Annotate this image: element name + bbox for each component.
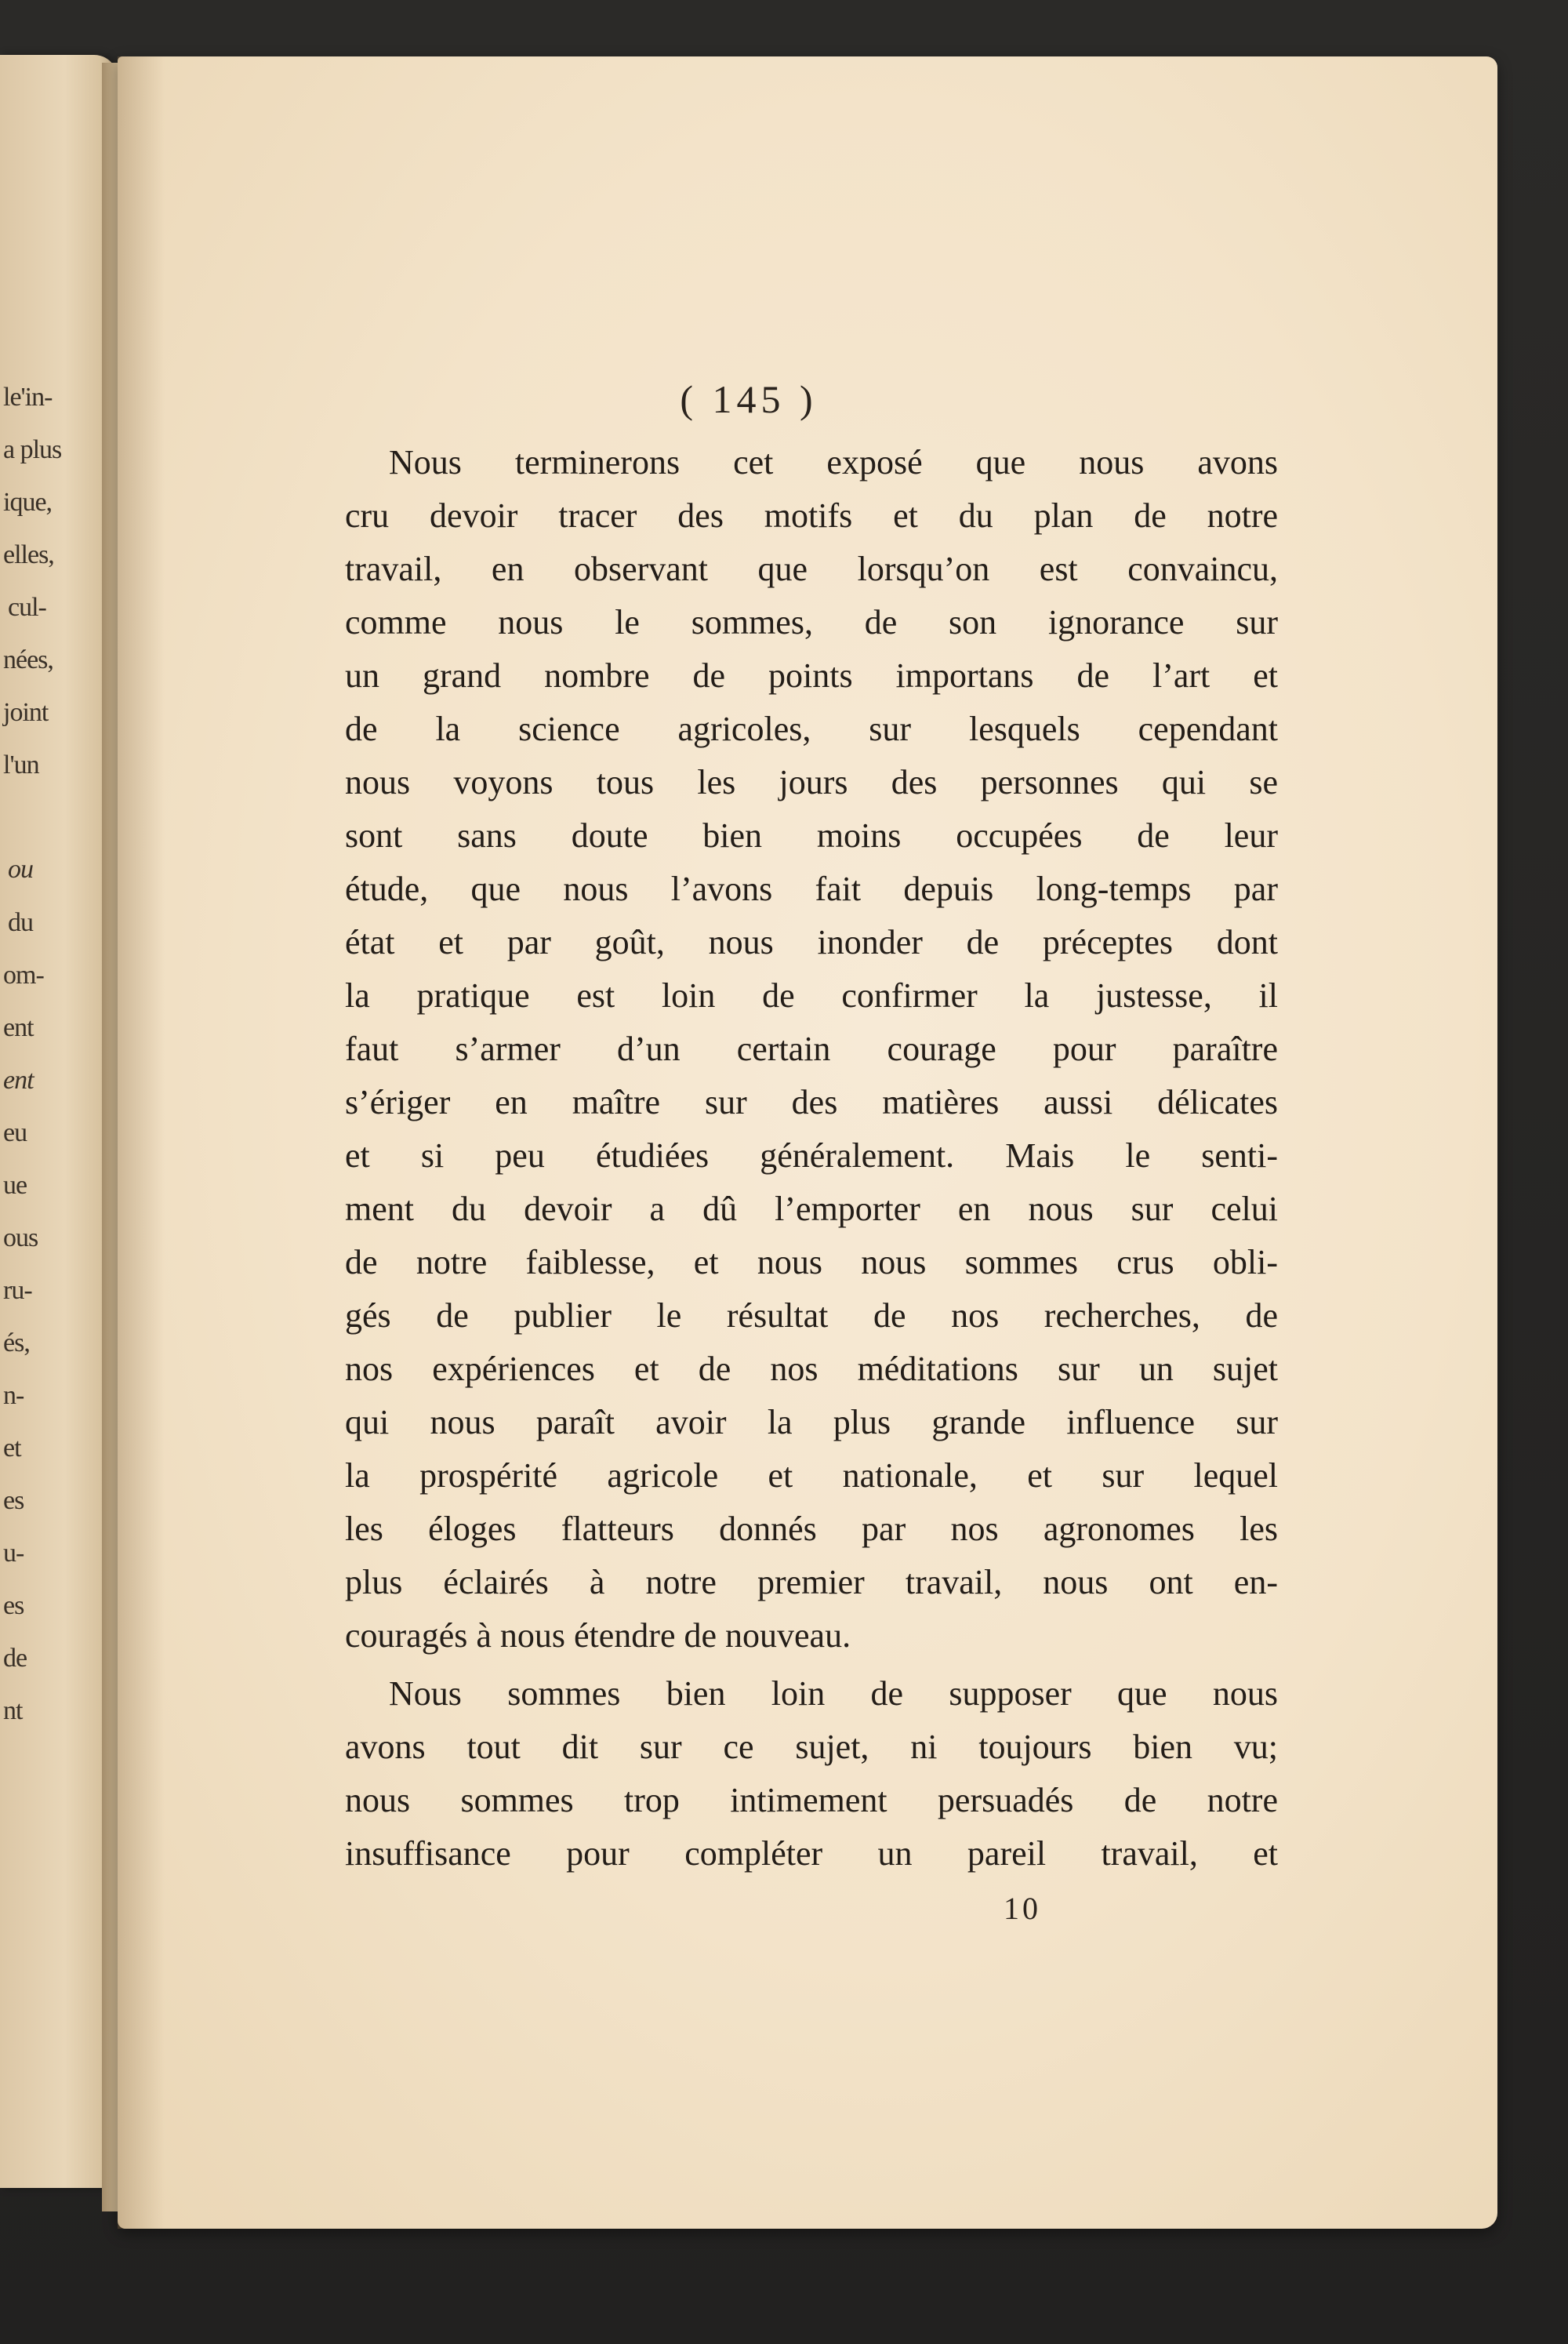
left-page-fragment: eu <box>3 1118 27 1147</box>
text-line: s’ériger en maître sur des matières aussi délicates <box>345 1083 1278 1121</box>
left-page-fragment: om- <box>3 961 44 990</box>
left-page-fragment: du <box>8 908 33 937</box>
left-page-fragment: es <box>3 1591 24 1620</box>
text-line: nous voyons tous les jours des personnes qui se <box>345 763 1278 801</box>
text-line: les éloges flatteurs donnés par nos agronomes les <box>345 1510 1278 1548</box>
text-line: faut s’armer d’un certain courage pour paraître <box>345 1030 1278 1068</box>
page-number-text: ( 145 ) <box>680 377 818 421</box>
text-line: couragés à nous étendre de nouveau. <box>345 1616 851 1655</box>
left-page-fragment: joint <box>3 698 49 727</box>
signature-mark: 10 <box>1004 1891 1041 1926</box>
left-page-fragment: u- <box>3 1539 24 1568</box>
left-page <box>0 55 118 2188</box>
left-page-fragment: a plus <box>3 435 62 464</box>
text-line: et si peu étudiées généralement. Mais le senti- <box>345 1136 1278 1175</box>
text-line: comme nous le sommes, de son ignorance sur <box>345 603 1278 641</box>
text-line: état et par goût, nous inonder de préceptes dont <box>345 923 1278 961</box>
text-line: insuffisance pour compléter un pareil travail, et <box>345 1834 1278 1873</box>
left-page-fragment: elles, <box>3 540 54 569</box>
left-page-fragment: de <box>3 1644 27 1673</box>
text-line: nos expériences et de nos méditations sur un sujet <box>345 1350 1278 1388</box>
text-line: avons tout dit sur ce sujet, ni toujours bien vu; <box>345 1728 1278 1766</box>
left-page-fragment: nées, <box>3 645 53 674</box>
left-page-fragment: ent <box>3 1013 34 1042</box>
left-page-fragment: es <box>3 1486 24 1515</box>
left-page-fragment: és, <box>3 1328 30 1357</box>
text-line: travail, en observant que lorsqu’on est convaincu, <box>345 550 1278 588</box>
left-page-fragment: et <box>3 1434 21 1463</box>
text-line: Nous terminerons cet exposé que nous avons <box>389 443 1278 482</box>
left-page-fragment: cul- <box>8 593 46 622</box>
left-page-fragment: ou <box>8 855 33 884</box>
text-line: plus éclairés à notre premier travail, nous ont en- <box>345 1563 1278 1601</box>
text-line: de la science agricoles, sur lesquels cependant <box>345 710 1278 748</box>
left-page-fragment: ent <box>3 1066 34 1095</box>
left-page-fragment: nt <box>3 1696 23 1725</box>
left-page-fragment: ous <box>3 1223 38 1252</box>
left-page-fragment: ue <box>3 1171 27 1200</box>
page-number <box>118 376 1497 422</box>
text-line: la pratique est loin de confirmer la justesse, il <box>345 976 1278 1015</box>
left-page-fragment: n- <box>3 1381 24 1410</box>
right-page <box>118 56 1497 2229</box>
text-line: la prospérité agricole et nationale, et sur lequel <box>345 1456 1278 1495</box>
text-line: de notre faiblesse, et nous nous sommes crus obli- <box>345 1243 1278 1281</box>
text-line: sont sans doute bien moins occupées de leur <box>345 816 1278 855</box>
left-page-fragment: ru- <box>3 1276 32 1305</box>
text-line: Nous sommes bien loin de supposer que nous <box>389 1674 1278 1713</box>
text-line: étude, que nous l’avons fait depuis long-temps par <box>345 870 1278 908</box>
text-line: gés de publier le résultat de nos recherches, de <box>345 1296 1278 1335</box>
text-line: un grand nombre de points importans de l’art et <box>345 656 1278 695</box>
text-line: ment du devoir a dû l’emporter en nous sur celui <box>345 1190 1278 1228</box>
left-page-fragment: ique, <box>3 488 53 517</box>
left-page-fragment: le'in- <box>3 383 53 412</box>
text-line: qui nous paraît avoir la plus grande influence sur <box>345 1403 1278 1441</box>
text-line: cru devoir tracer des motifs et du plan de notre <box>345 496 1278 535</box>
left-page-fragment: l'un <box>3 750 39 780</box>
text-line: nous sommes trop intimement persuadés de notre <box>345 1781 1278 1819</box>
